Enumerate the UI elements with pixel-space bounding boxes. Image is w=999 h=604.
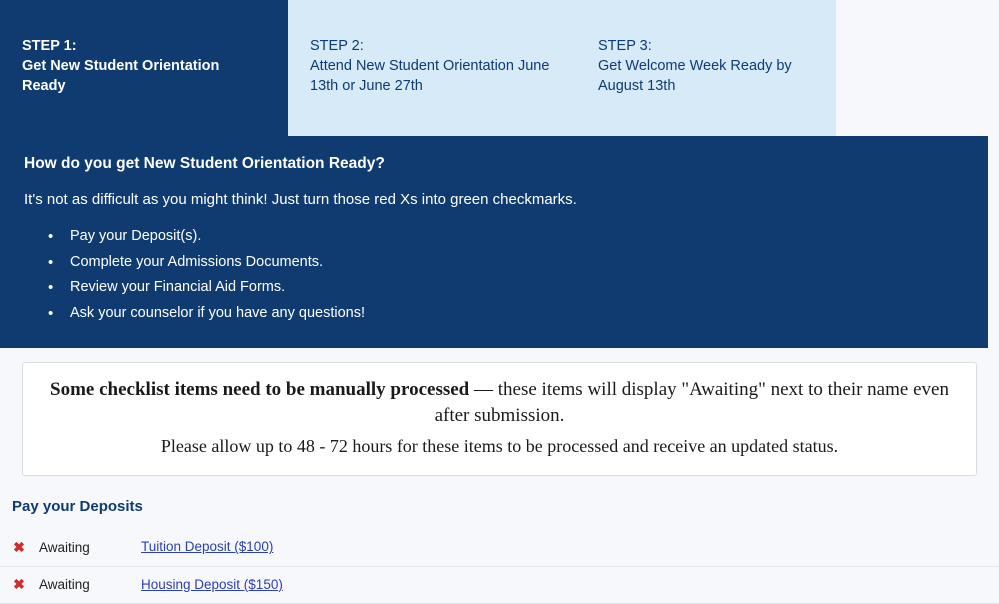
deposit-link-cell [140, 529, 999, 566]
step-1-title: Get New Student Orientation Ready [22, 58, 220, 94]
status-x-icon: ✖ [13, 576, 25, 592]
status-badge: Awaiting [39, 577, 90, 592]
step-1[interactable] [0, 0, 288, 136]
list-item: • Review your Financial Aid Forms. [70, 275, 964, 301]
notice-bold-lead: Some checklist items need to be manually processed [50, 379, 470, 400]
step-3-kicker: STEP 3: [598, 38, 652, 54]
notice-line-2: Please allow up to 48 - 72 hours for these items to be processed and receive an updated status. [160, 436, 839, 456]
steps-spacer [836, 0, 999, 136]
info-subtext: It's not as difficult as you might think! Just turn those red Xs into green checkmarks. [24, 191, 577, 208]
manual-processing-notice [22, 362, 977, 476]
notice-rest: — these items will display "Awaiting" next to their name even after submission. [434, 379, 949, 426]
info-bullet-list [24, 224, 964, 326]
step-2-kicker: STEP 2: [310, 38, 364, 54]
page-title: Pay your Deposits [12, 498, 143, 515]
orientation-info-panel [0, 136, 988, 348]
progress-steps [0, 0, 999, 136]
notice-line-1 [43, 377, 956, 429]
list-item: • Complete your Admissions Documents. [70, 250, 964, 276]
housing-deposit-link[interactable]: Housing Deposit ($150) [141, 576, 283, 592]
step-3-title: Get Welcome Week Ready by August 13th [598, 58, 792, 94]
step-2-title: Attend New Student Orientation June 13th or June 27th [310, 58, 550, 94]
tuition-deposit-link[interactable]: Tuition Deposit ($100) [141, 539, 274, 555]
step-2[interactable] [288, 0, 576, 136]
info-heading: How do you get New Student Orientation Ready? [24, 155, 385, 172]
step-1-kicker: STEP 1: [22, 38, 77, 54]
status-badge: Awaiting [39, 539, 90, 555]
deposit-link-cell [140, 566, 999, 603]
list-item: • Pay your Deposit(s). [70, 224, 964, 250]
table-row [0, 529, 999, 566]
status-x-icon: ✖ [13, 538, 25, 555]
step-3[interactable] [576, 0, 836, 136]
table-row [0, 566, 999, 603]
list-item: • Ask your counselor if you have any questions! [70, 301, 964, 327]
deposits-checklist-table [0, 529, 999, 604]
